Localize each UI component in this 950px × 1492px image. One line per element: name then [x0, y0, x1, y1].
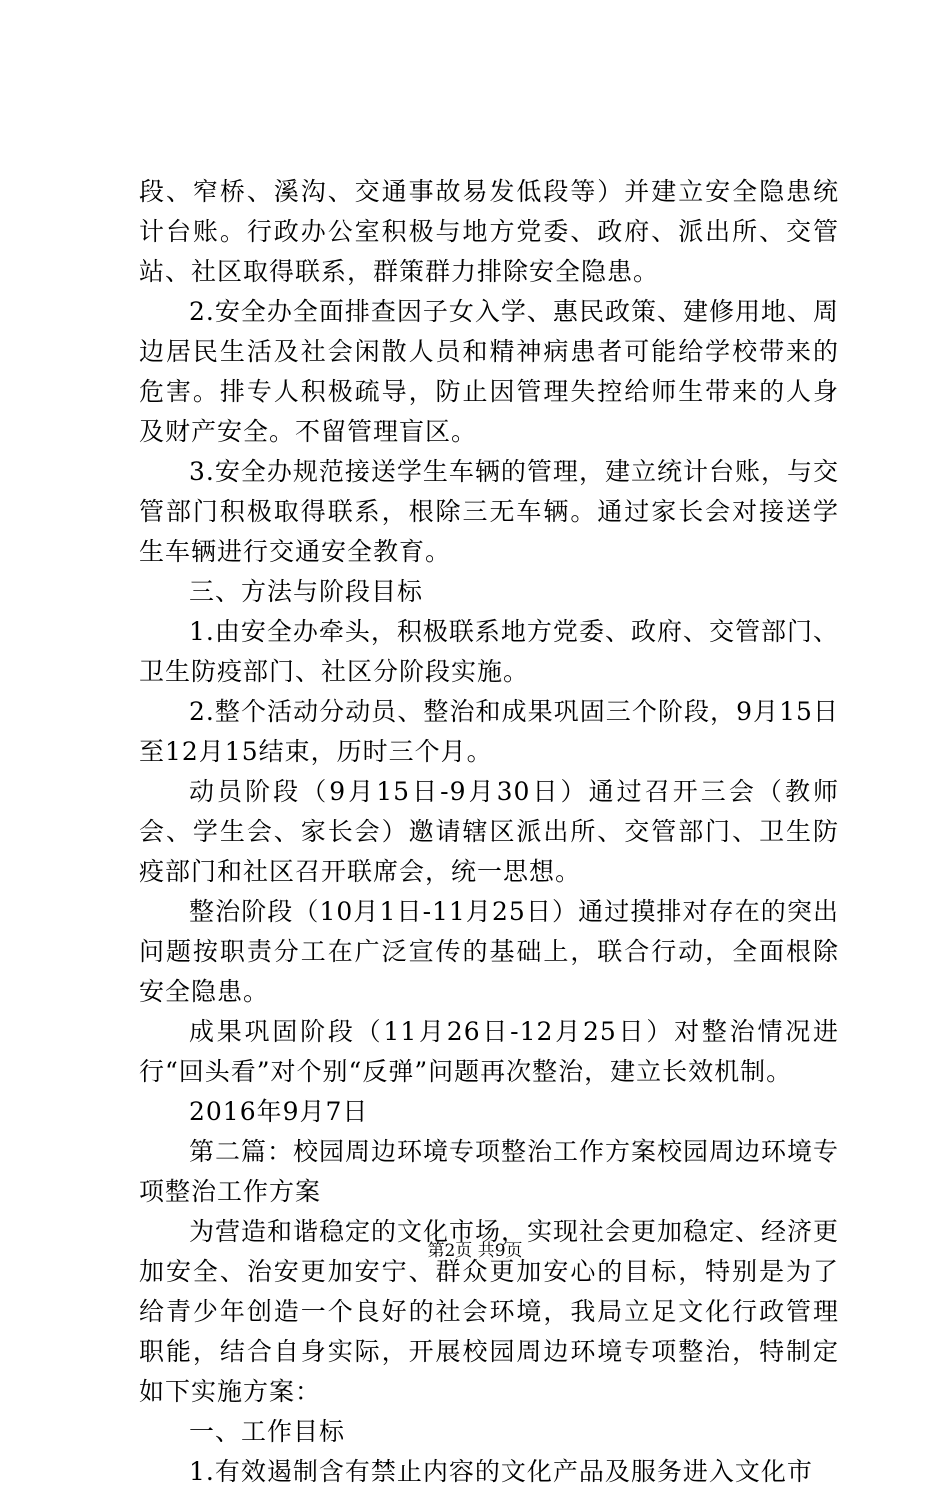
paragraph: 为营造和谐稳定的文化市场，实现社会更加稳定、经济更加安全、治安更加安宁、群众更加安心的目标，特别是为了给青少年创造一个良好的社会环境，我局立足文化行政管理职能，结合自身实际，开展校园周边环境专项整治，特制定如下实施方案：	[139, 1217, 840, 1406]
section-heading: 三、方法与阶段目标	[189, 577, 424, 606]
chapter-title: 第二篇：校园周边环境专项整治工作方案校园周边环境专项整治工作方案	[139, 1137, 840, 1206]
paragraph: 整治阶段（10月1日-11月25日）通过摸排对存在的突出问题按职责分工在广泛宣传的基础上，联合行动，全面根除安全隐患。	[139, 897, 839, 1006]
paragraph: 2.安全办全面排查因子女入学、惠民政策、建修用地、周边居民生活及社会闲散人员和精神病患者可能给学校带来的危害。排专人积极疏导，防止因管理失控给师生带来的人身及财产安全。不留管理盲区。	[139, 297, 839, 446]
paragraph: 1.由安全办牵头，积极联系地方党委、政府、交管部门、卫生防疫部门、社区分阶段实施。	[139, 617, 839, 686]
page-number-footer: 第2页 共9页	[427, 1241, 523, 1261]
date-line: 2016年9月7日	[189, 1097, 369, 1126]
document-body	[139, 172, 839, 1492]
paragraph: 动员阶段（9月15日-9月30日）通过召开三会（教师会、学生会、家长会）邀请辖区派出所、交管部门、卫生防疫部门和社区召开联席会，统一思想。	[139, 777, 839, 886]
paragraph: 3.安全办规范接送学生车辆的管理，建立统计台账，与交管部门积极取得联系，根除三无车辆。通过家长会对接送学生车辆进行交通安全教育。	[139, 457, 839, 566]
paragraph: 成果巩固阶段（11月26日-12月25日）对整治情况进行“回头看”对个别“反弹”问题再次整治，建立长效机制。	[139, 1017, 839, 1086]
paragraph: 2.整个活动分动员、整治和成果巩固三个阶段，9月15日至12月15结束，历时三个月。	[139, 697, 839, 766]
paragraph: 段、窄桥、溪沟、交通事故易发低段等）并建立安全隐患统计台账。行政办公室积极与地方党委、政府、派出所、交管站、社区取得联系，群策群力排除安全隐患。	[139, 177, 839, 286]
paragraph: 1.有效遏制含有禁止内容的文化产品及服务进入文化市	[189, 1457, 813, 1486]
section-heading: 一、工作目标	[189, 1417, 346, 1446]
